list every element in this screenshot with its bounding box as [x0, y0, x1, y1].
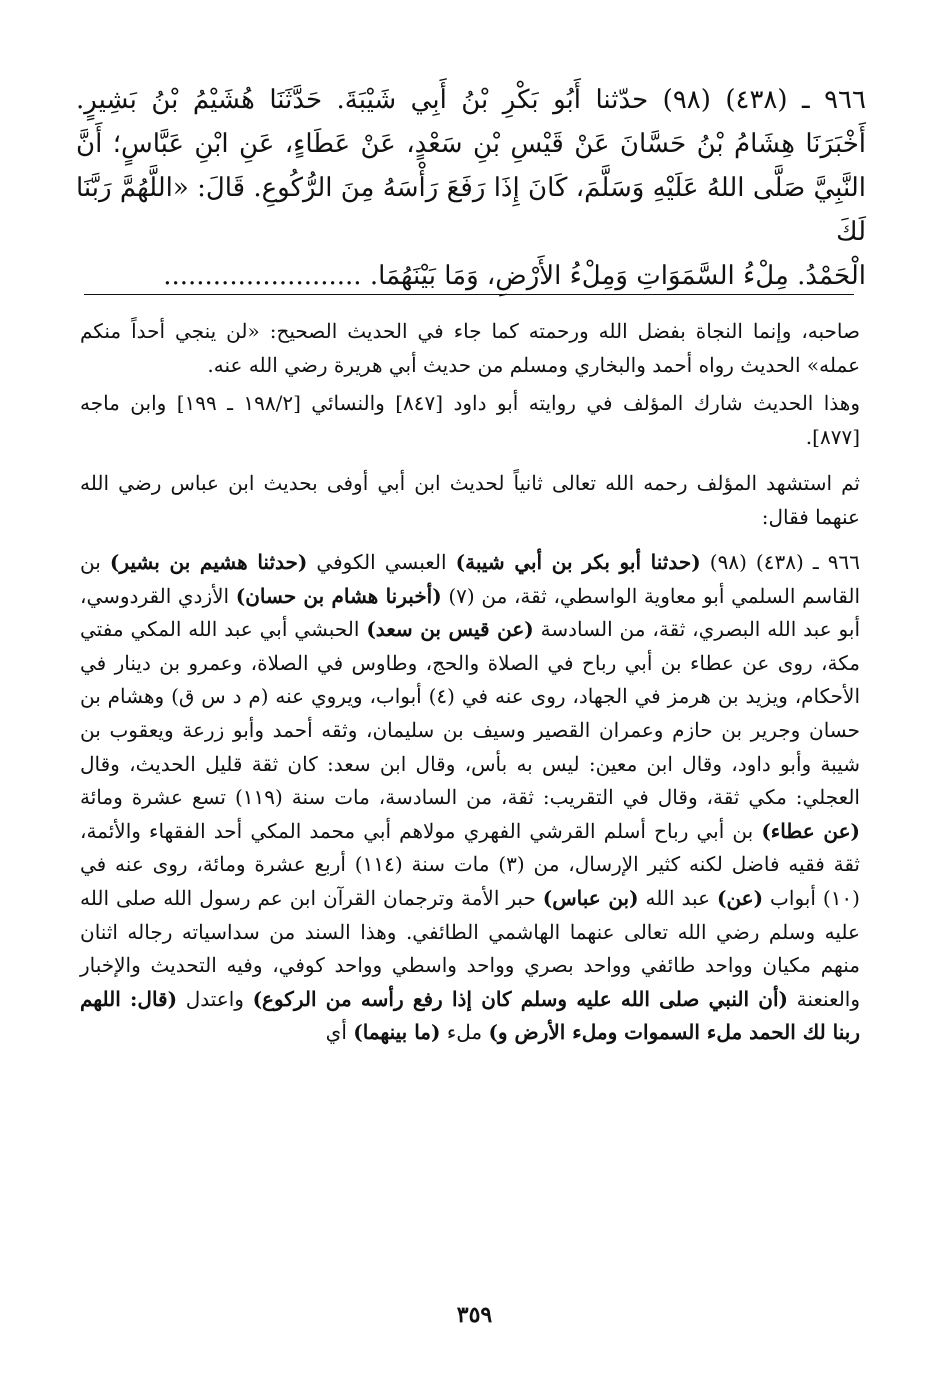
bold-quote: (عن قيس بن سعد): [366, 617, 534, 642]
text-run: حبر الأمة وترجمان القرآن ابن عم رسول الله صلى الله عليه وسلم رضي الله تعالى عنهما الهاشمي الطائفي. وهذا السند من سداسياته رجاله اثنان منهم مكيان وواحد طائفي وواحد بصري وواحد واسطي وواحد كوفي، وفيه التحديث والإخبار والعنعنة: [80, 885, 860, 1011]
commentary-paragraph-1: صاحبه، وإنما النجاة بفضل الله ورحمته كما جاء في الحديث الصحيح: «لن ينجي أحداً منكم عمله» الحديث رواه أحمد والبخاري ومسلم من حديث أبي هريرة رضي الله عنه.: [80, 319, 860, 377]
commentary-paragraph-2: وهذا الحديث شارك المؤلف في روايته أبو داود [٨٤٧] والنسائي [١٩٨/٢ ـ ١٩٩] وابن ماجه [٨٧٧].: [80, 391, 861, 449]
text-run: الحبشي أبي عبد الله المكي مفتي مكة، روى عن عطاء بن أبي رباح في الصلاة والحج، وطاوس في الصلاة، وعمرو بن دينار في الأحكام، ويزيد بن هرمز في الجهاد، روى عنه في (٤) أبواب، ويروي عنه (م د س ق) وهشام بن حسان وجرير بن حازم وعمران القصير وسيف بن سليمان، وثقه أحمد وأبو زرعة ويعقوب بن شيبة وأبو داود، وقال ابن معين: ليس به بأس، وقال ابن سعد: كان ثقة قليل الحديث، وقال العجلي: مكي ثقة، وقال في التقريب: ثقة، من السادسة، مات سنة (١١٩) تسع عشرة ومائة: [80, 617, 860, 810]
bold-quote: (قال: اللهم ربنا لك الحمد ملء السموات وملء الأرض و): [80, 986, 860, 1045]
text-run: واعتدل: [177, 986, 253, 1011]
bold-quote: (عن): [716, 885, 764, 910]
bold-quote: (أن النبي صلى الله عليه وسلم كان إذا رفع رأسه من الركوع): [252, 986, 788, 1011]
commentary-paragraph-3: ثم استشهد المؤلف رحمه الله تعالى ثانياً لحديث ابن أبي أوفى بحديث ابن عباس رضي الله عنهما فقال:: [80, 471, 860, 529]
commentary-paragraph-4: [80, 546, 860, 1050]
text-run: العبسي الكوفي: [307, 550, 456, 574]
hadith-line-2: أَخْبَرَنَا هِشَامُ بْنُ حَسَّانَ عَنْ قَيْسِ بْنِ سَعْدٍ، عَنْ عَطَاءٍ، عَنِ ابْنِ عَبَّاسٍ؛ أَنَّ: [76, 129, 866, 159]
page-number: ٣٥٩: [456, 1302, 493, 1328]
text-run: أي: [325, 1020, 354, 1045]
text-run: بن أبي رباح أسلم القرشي الفهري مولاهم أبي محمد المكي أحد الفقهاء والأئمة، ثقة فقيه فاضل لكنه كثير الإرسال، من (٣) مات سنة (١١٤) أربع عشرة ومائة، روى عنه في (١٠) أبواب: [80, 818, 861, 910]
hadith-line-1: ٩٦٦ ـ (٤٣٨) (٩٨) حدّثنا أَبُو بَكْرِ بْنُ أَبِي شَيْبَةَ. حَدَّثَنَا هُشَيْمُ بْنُ بَشِيرٍ.: [76, 85, 866, 115]
text-run: بن القاسم السلمي أبو معاوية الواسطي، ثقة، من (٧): [80, 550, 860, 608]
text-run: ٩٦٦ ـ (٤٣٨) (٩٨): [700, 550, 860, 574]
text-run: ملء: [440, 1020, 489, 1045]
hadith-text: [76, 78, 866, 298]
bold-quote: (حدثنا أبو بكر بن أبي شيبة): [455, 550, 701, 574]
bold-quote: (بن عباس): [542, 885, 639, 910]
bold-quote: (أخبرنا هشام بن حسان): [235, 583, 442, 608]
commentary: [80, 314, 860, 1062]
bold-quote: (ما بينهما): [353, 1020, 441, 1045]
footnote-divider: [84, 294, 854, 295]
hadith-line-4: الْحَمْدُ. مِلْءُ السَّمَوَاتِ وَمِلْءُ الأَرْضِ، وَمَا بَيْنَهُمَا. ........................: [163, 261, 866, 291]
bold-quote: (حدثنا هشيم بن بشير): [109, 550, 308, 574]
hadith-line-3: النَّبِيَّ صَلَّى اللهُ عَلَيْهِ وَسَلَّمَ، كَانَ إِذَا رَفَعَ رَأْسَهُ مِنَ الرُّكُوعِ. قَالَ: «اللَّهُمَّ رَبَّنَا لَكَ: [76, 173, 866, 247]
text-run: الأزدي القردوسي، أبو عبد الله البصري، ثقة، من السادسة: [80, 583, 861, 642]
bold-quote: (عن عطاء): [761, 818, 860, 843]
text-run: عبد الله: [638, 885, 717, 910]
